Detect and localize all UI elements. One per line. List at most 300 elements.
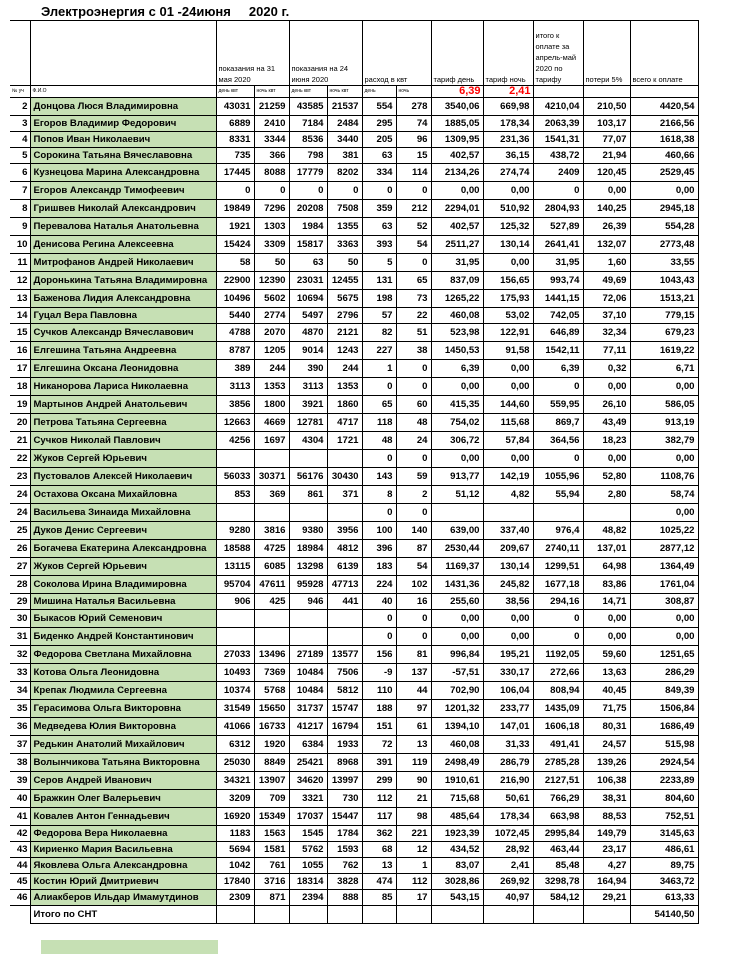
cell-losses: 149,79 — [583, 826, 630, 842]
row-number: 32 — [10, 646, 30, 664]
cell-cons-night: 278 — [396, 98, 431, 116]
cell-june-day: 0 — [289, 182, 327, 200]
cell-total-pay: 2166,56 — [630, 116, 698, 132]
cell-june-day: 12781 — [289, 414, 327, 432]
cell-losses: 0,00 — [583, 628, 630, 646]
row-number: 14 — [10, 308, 30, 324]
row-name: Быкасов Юрий Семенович — [30, 610, 216, 628]
cell-total-tariff: 527,89 — [533, 218, 583, 236]
cell-tariff-day-sum: 996,84 — [431, 646, 483, 664]
cell-losses — [583, 504, 630, 522]
table-row — [10, 842, 698, 858]
footer-empty — [583, 906, 630, 924]
cell-total-tariff: 1192,05 — [533, 646, 583, 664]
cell-tariff-day-sum: 754,02 — [431, 414, 483, 432]
cell-total-pay: 0,00 — [630, 182, 698, 200]
cell-losses: 132,07 — [583, 236, 630, 254]
row-name: Елгешина Татьяна Андреевна — [30, 342, 216, 360]
cell-may-day: 10496 — [216, 290, 254, 308]
cell-tariff-day-sum: 2530,44 — [431, 540, 483, 558]
cell-tariff-night-sum: 330,17 — [483, 664, 533, 682]
cell-tariff-night-sum: 0,00 — [483, 610, 533, 628]
row-name: Сорокина Татьяна Вячеславовна — [30, 148, 216, 164]
cell-cons-day: 198 — [362, 290, 396, 308]
cell-tariff-night-sum: 36,15 — [483, 148, 533, 164]
cell-tariff-night-sum: 38,56 — [483, 594, 533, 610]
cell-may-night: 1205 — [254, 342, 289, 360]
cell-may-night: 8088 — [254, 164, 289, 182]
cell-june-day: 6384 — [289, 736, 327, 754]
row-number: 11 — [10, 254, 30, 272]
cell-june-night: 30430 — [327, 468, 362, 486]
cell-tariff-night-sum: 0,00 — [483, 450, 533, 468]
table-row — [10, 450, 698, 468]
cell-losses: 26,10 — [583, 396, 630, 414]
cell-cons-night: 48 — [396, 414, 431, 432]
cell-tariff-night-sum: 178,34 — [483, 116, 533, 132]
cell-cons-night: 212 — [396, 200, 431, 218]
cell-tariff-night-sum: 40,97 — [483, 890, 533, 906]
cell-cons-day: 334 — [362, 164, 396, 182]
cell-cons-day: 299 — [362, 772, 396, 790]
table-row — [10, 736, 698, 754]
cell-tariff-night-sum: 0,00 — [483, 182, 533, 200]
table-row — [10, 790, 698, 808]
row-number: 5 — [10, 148, 30, 164]
cell-tariff-night-sum: 106,04 — [483, 682, 533, 700]
cell-losses: 88,53 — [583, 808, 630, 826]
cell-losses: 137,01 — [583, 540, 630, 558]
cell-may-day — [216, 450, 254, 468]
row-number: 15 — [10, 324, 30, 342]
table-row — [10, 858, 698, 874]
row-name: Митрофанов Андрей Николаевич — [30, 254, 216, 272]
cell-tariff-day-sum: 1265,22 — [431, 290, 483, 308]
cell-cons-night: 0 — [396, 450, 431, 468]
table-row — [10, 826, 698, 842]
table-row — [10, 890, 698, 906]
cell-tariff-night-sum — [483, 504, 533, 522]
cell-june-night: 3440 — [327, 132, 362, 148]
cell-cons-day: 40 — [362, 594, 396, 610]
cell-tariff-night-sum: 195,21 — [483, 646, 533, 664]
table-row — [10, 414, 698, 432]
cell-may-night: 30371 — [254, 468, 289, 486]
cell-may-day — [216, 628, 254, 646]
cell-total-pay: 2945,18 — [630, 200, 698, 218]
footer-empty — [10, 906, 30, 924]
row-name: Серов Андрей Иванович — [30, 772, 216, 790]
cell-total-tariff: 2804,93 — [533, 200, 583, 218]
table-row — [10, 522, 698, 540]
cell-cons-night: 0 — [396, 610, 431, 628]
cell-total-pay: 2924,54 — [630, 754, 698, 772]
cell-tariff-night-sum: 142,19 — [483, 468, 533, 486]
cell-total-pay: 1108,76 — [630, 468, 698, 486]
table-row — [10, 628, 698, 646]
cell-cons-night: 15 — [396, 148, 431, 164]
row-number: 2 — [10, 98, 30, 116]
cell-losses: 210,50 — [583, 98, 630, 116]
cell-total-pay: 2233,89 — [630, 772, 698, 790]
cell-tariff-night-sum: 0,00 — [483, 254, 533, 272]
cell-may-day: 3209 — [216, 790, 254, 808]
cell-june-day — [289, 450, 327, 468]
cell-cons-day: 0 — [362, 182, 396, 200]
cell-june-day: 10694 — [289, 290, 327, 308]
cell-may-night: 1697 — [254, 432, 289, 450]
cell-tariff-day-sum: 460,08 — [431, 308, 483, 324]
cell-cons-day: 68 — [362, 842, 396, 858]
cell-june-day: 23031 — [289, 272, 327, 290]
cell-total-tariff: 2063,39 — [533, 116, 583, 132]
cell-tariff-day-sum: 255,60 — [431, 594, 483, 610]
cell-cons-night: 24 — [396, 432, 431, 450]
cell-june-night — [327, 628, 362, 646]
cell-total-pay: 515,98 — [630, 736, 698, 754]
cell-cons-night: 114 — [396, 164, 431, 182]
row-number: 33 — [10, 664, 30, 682]
cell-cons-night: 17 — [396, 890, 431, 906]
table-row — [10, 772, 698, 790]
cell-may-day: 15424 — [216, 236, 254, 254]
cell-total-pay: 460,66 — [630, 148, 698, 164]
cell-cons-day: 5 — [362, 254, 396, 272]
cell-tariff-night-sum: 1072,45 — [483, 826, 533, 842]
cell-may-night: 13907 — [254, 772, 289, 790]
row-name: Никанорова Лариса Николаевна — [30, 378, 216, 396]
row-name: Крепак Людмила Сергеевна — [30, 682, 216, 700]
cell-tariff-day-sum: 2134,26 — [431, 164, 483, 182]
cell-june-night: 5812 — [327, 682, 362, 700]
cell-june-night: 47713 — [327, 576, 362, 594]
header-total-tariff: итого к оплате за апрель-май 2020 по тарифу — [533, 21, 583, 86]
cell-tariff-day-sum: 837,09 — [431, 272, 483, 290]
cell-june-day: 3321 — [289, 790, 327, 808]
cell-cons-day: 0 — [362, 378, 396, 396]
row-name: Медведева Юлия Викторовна — [30, 718, 216, 736]
cell-cons-night: 96 — [396, 132, 431, 148]
cell-may-day: 12663 — [216, 414, 254, 432]
cell-total-tariff: 1435,09 — [533, 700, 583, 718]
cell-cons-night: 52 — [396, 218, 431, 236]
cell-total-tariff — [533, 504, 583, 522]
cell-may-day: 3856 — [216, 396, 254, 414]
table-row — [10, 874, 698, 890]
cell-total-pay: 286,29 — [630, 664, 698, 682]
cell-tariff-day-sum: 2511,27 — [431, 236, 483, 254]
cell-total-pay: 0,00 — [630, 504, 698, 522]
cell-june-night: 12455 — [327, 272, 362, 290]
cell-total-pay: 58,74 — [630, 486, 698, 504]
cell-cons-day: 474 — [362, 874, 396, 890]
cell-total-tariff: 993,74 — [533, 272, 583, 290]
row-number: 46 — [10, 890, 30, 906]
cell-may-night: 3716 — [254, 874, 289, 890]
row-name: Алиакберов Ильдар Имамутдинов — [30, 890, 216, 906]
footer-grand-total: 54140,50 — [630, 906, 698, 924]
footer-empty — [289, 906, 327, 924]
cell-tariff-night-sum: 53,02 — [483, 308, 533, 324]
cell-june-night: 7506 — [327, 664, 362, 682]
row-name: Волынчикова Татьяна Викторовна — [30, 754, 216, 772]
cell-may-day: 4256 — [216, 432, 254, 450]
subheader-may-night: ночь квт — [254, 86, 289, 98]
cell-june-night: 2796 — [327, 308, 362, 324]
cell-cons-day: 183 — [362, 558, 396, 576]
cell-total-tariff: 584,12 — [533, 890, 583, 906]
cell-june-night: 1353 — [327, 378, 362, 396]
cell-total-tariff: 0 — [533, 610, 583, 628]
row-number: 22 — [10, 450, 30, 468]
row-name: Перевалова Наталья Анатольевна — [30, 218, 216, 236]
cell-may-night: 3309 — [254, 236, 289, 254]
cell-losses: 24,57 — [583, 736, 630, 754]
cell-total-tariff: 491,41 — [533, 736, 583, 754]
cell-may-night: 5602 — [254, 290, 289, 308]
cell-tariff-night-sum: 91,58 — [483, 342, 533, 360]
row-number: 18 — [10, 378, 30, 396]
cell-cons-day: 117 — [362, 808, 396, 826]
cell-cons-night: 38 — [396, 342, 431, 360]
cell-may-day: 853 — [216, 486, 254, 504]
cell-tariff-night-sum: 0,00 — [483, 360, 533, 378]
cell-losses: 14,71 — [583, 594, 630, 610]
cell-june-night: 1355 — [327, 218, 362, 236]
cell-may-night: 761 — [254, 858, 289, 874]
table-row — [10, 360, 698, 378]
cell-may-night: 15349 — [254, 808, 289, 826]
cell-cons-night: 22 — [396, 308, 431, 324]
cell-may-day: 18588 — [216, 540, 254, 558]
row-number: 44 — [10, 858, 30, 874]
cell-june-night: 13577 — [327, 646, 362, 664]
subheader-name: Ф.И.О — [30, 86, 216, 98]
cell-total-tariff: 742,05 — [533, 308, 583, 324]
cell-june-night: 1721 — [327, 432, 362, 450]
cell-cons-night: 0 — [396, 182, 431, 200]
tariff-night-value: 2,41 — [483, 86, 533, 98]
cell-june-night: 3956 — [327, 522, 362, 540]
cell-total-tariff: 1055,96 — [533, 468, 583, 486]
cell-tariff-day-sum: 485,64 — [431, 808, 483, 826]
row-number: 24 — [10, 486, 30, 504]
cell-may-day: 3113 — [216, 378, 254, 396]
row-name: Егоров Александр Тимофеевич — [30, 182, 216, 200]
cell-may-day: 8787 — [216, 342, 254, 360]
cell-june-night: 0 — [327, 182, 362, 200]
cell-june-night: 6139 — [327, 558, 362, 576]
table-row — [10, 290, 698, 308]
cell-may-night — [254, 628, 289, 646]
cell-tariff-night-sum: 2,41 — [483, 858, 533, 874]
row-name: Донцова Люся Владимировна — [30, 98, 216, 116]
cell-tariff-night-sum: 0,00 — [483, 628, 533, 646]
cell-may-night: 3816 — [254, 522, 289, 540]
cell-may-day: 31549 — [216, 700, 254, 718]
cell-total-pay: 849,39 — [630, 682, 698, 700]
row-name: Кириенко Мария Васильевна — [30, 842, 216, 858]
cell-total-pay: 1251,65 — [630, 646, 698, 664]
row-name: Редькин Анатолий Михайлович — [30, 736, 216, 754]
cell-tariff-night-sum: 156,65 — [483, 272, 533, 290]
cell-tariff-day-sum: 1910,61 — [431, 772, 483, 790]
cell-tariff-day-sum: 31,95 — [431, 254, 483, 272]
cell-losses: 64,98 — [583, 558, 630, 576]
row-number: 27 — [10, 558, 30, 576]
table-row — [10, 98, 698, 116]
cell-cons-night: 119 — [396, 754, 431, 772]
cell-tariff-day-sum: 83,07 — [431, 858, 483, 874]
cell-cons-day: 0 — [362, 450, 396, 468]
cell-may-day: 43031 — [216, 98, 254, 116]
subheader-empty — [533, 86, 583, 98]
row-name: Дуков Денис Сергеевич — [30, 522, 216, 540]
subheader-cons-night: ночь — [396, 86, 431, 98]
row-number: 34 — [10, 682, 30, 700]
cell-june-day: 95928 — [289, 576, 327, 594]
cell-losses: 52,80 — [583, 468, 630, 486]
cell-tariff-day-sum: 702,90 — [431, 682, 483, 700]
row-name: Гришвев Николай Александрович — [30, 200, 216, 218]
subheader-june-night: ночь квт — [327, 86, 362, 98]
cell-cons-night: 90 — [396, 772, 431, 790]
table-row — [10, 610, 698, 628]
cell-tariff-day-sum: 1394,10 — [431, 718, 483, 736]
subheader-empty — [630, 86, 698, 98]
row-name: Ковалев Антон Геннадьевич — [30, 808, 216, 826]
cell-june-night: 8968 — [327, 754, 362, 772]
cell-june-day: 946 — [289, 594, 327, 610]
cell-may-night: 8849 — [254, 754, 289, 772]
cell-june-day: 31737 — [289, 700, 327, 718]
row-name: Остахова Оксана Михайловна — [30, 486, 216, 504]
cell-total-tariff: 294,16 — [533, 594, 583, 610]
footer-empty — [533, 906, 583, 924]
row-number: 38 — [10, 754, 30, 772]
cell-cons-day: 57 — [362, 308, 396, 324]
subheader-june-day: день квт — [289, 86, 327, 98]
table-row — [10, 254, 698, 272]
cell-cons-day: 393 — [362, 236, 396, 254]
cell-total-pay: 2773,48 — [630, 236, 698, 254]
cell-losses: 0,00 — [583, 182, 630, 200]
cell-total-pay: 2529,45 — [630, 164, 698, 182]
cell-may-day: 5440 — [216, 308, 254, 324]
cell-total-pay: 1025,22 — [630, 522, 698, 540]
cell-june-day: 1055 — [289, 858, 327, 874]
cell-losses: 77,11 — [583, 342, 630, 360]
cell-may-day: 1921 — [216, 218, 254, 236]
cell-june-night: 441 — [327, 594, 362, 610]
cell-june-night: 1593 — [327, 842, 362, 858]
cell-losses: 0,00 — [583, 450, 630, 468]
cell-may-night: 5768 — [254, 682, 289, 700]
cell-may-night: 1800 — [254, 396, 289, 414]
cell-total-tariff: 2785,28 — [533, 754, 583, 772]
cell-total-pay: 1761,04 — [630, 576, 698, 594]
cell-may-day: 1042 — [216, 858, 254, 874]
cell-total-tariff: 559,95 — [533, 396, 583, 414]
cell-may-day: 56033 — [216, 468, 254, 486]
cell-tariff-day-sum: 3028,86 — [431, 874, 483, 890]
row-number: 29 — [10, 594, 30, 610]
cell-total-pay: 1043,43 — [630, 272, 698, 290]
header-cell-blank — [10, 21, 30, 86]
footer-empty — [483, 906, 533, 924]
cell-june-night: 4717 — [327, 414, 362, 432]
row-number: 9 — [10, 218, 30, 236]
cell-cons-day: 100 — [362, 522, 396, 540]
cell-tariff-day-sum: 0,00 — [431, 610, 483, 628]
cell-total-tariff: 364,56 — [533, 432, 583, 450]
cell-tariff-night-sum: 178,34 — [483, 808, 533, 826]
cell-cons-day: 112 — [362, 790, 396, 808]
cell-may-day: 27033 — [216, 646, 254, 664]
cell-may-night: 2774 — [254, 308, 289, 324]
cell-total-tariff: 2740,11 — [533, 540, 583, 558]
cell-june-day: 3921 — [289, 396, 327, 414]
table-row — [10, 378, 698, 396]
cell-tariff-night-sum: 337,40 — [483, 522, 533, 540]
cell-tariff-day-sum: 402,57 — [431, 218, 483, 236]
cell-june-day: 17779 — [289, 164, 327, 182]
cell-losses: 32,34 — [583, 324, 630, 342]
cell-june-day: 3113 — [289, 378, 327, 396]
cell-tariff-night-sum: 147,01 — [483, 718, 533, 736]
row-number: 3 — [10, 116, 30, 132]
cell-total-tariff: 0 — [533, 378, 583, 396]
row-number: 4 — [10, 132, 30, 148]
cell-june-day: 2394 — [289, 890, 327, 906]
cell-cons-day: 8 — [362, 486, 396, 504]
cell-may-day: 17445 — [216, 164, 254, 182]
row-name: Сучков Николай Павлович — [30, 432, 216, 450]
cell-may-night: 1581 — [254, 842, 289, 858]
cell-june-night: 3363 — [327, 236, 362, 254]
cell-cons-day: 188 — [362, 700, 396, 718]
row-name: Васильева Зинаида Михайловна — [30, 504, 216, 522]
cell-june-night: 8202 — [327, 164, 362, 182]
row-name: Мишина Наталья Васильевна — [30, 594, 216, 610]
cell-tariff-night-sum: 130,14 — [483, 236, 533, 254]
cell-tariff-night-sum: 245,82 — [483, 576, 533, 594]
cell-may-day: 25030 — [216, 754, 254, 772]
cell-may-day: 4788 — [216, 324, 254, 342]
cell-cons-day: 295 — [362, 116, 396, 132]
subheader-empty — [583, 86, 630, 98]
table-row — [10, 486, 698, 504]
cell-losses: 140,25 — [583, 200, 630, 218]
table-row — [10, 148, 698, 164]
cell-total-tariff: 976,4 — [533, 522, 583, 540]
cell-june-night: 2484 — [327, 116, 362, 132]
table-row — [10, 682, 698, 700]
row-name: Петрова Татьяна Сергеевна — [30, 414, 216, 432]
cell-cons-night: 1 — [396, 858, 431, 874]
cell-tariff-day-sum: 1169,37 — [431, 558, 483, 576]
subheader-num: № уч — [10, 86, 30, 98]
cell-tariff-day-sum: 3540,06 — [431, 98, 483, 116]
cell-june-night: 730 — [327, 790, 362, 808]
cell-losses: 38,31 — [583, 790, 630, 808]
row-name: Федорова Светлана Михайловна — [30, 646, 216, 664]
footer-row — [10, 906, 698, 924]
row-number: 24 — [10, 504, 30, 522]
row-name: Биденко Андрей Константинович — [30, 628, 216, 646]
cell-tariff-day-sum: 715,68 — [431, 790, 483, 808]
cell-may-night: 3344 — [254, 132, 289, 148]
